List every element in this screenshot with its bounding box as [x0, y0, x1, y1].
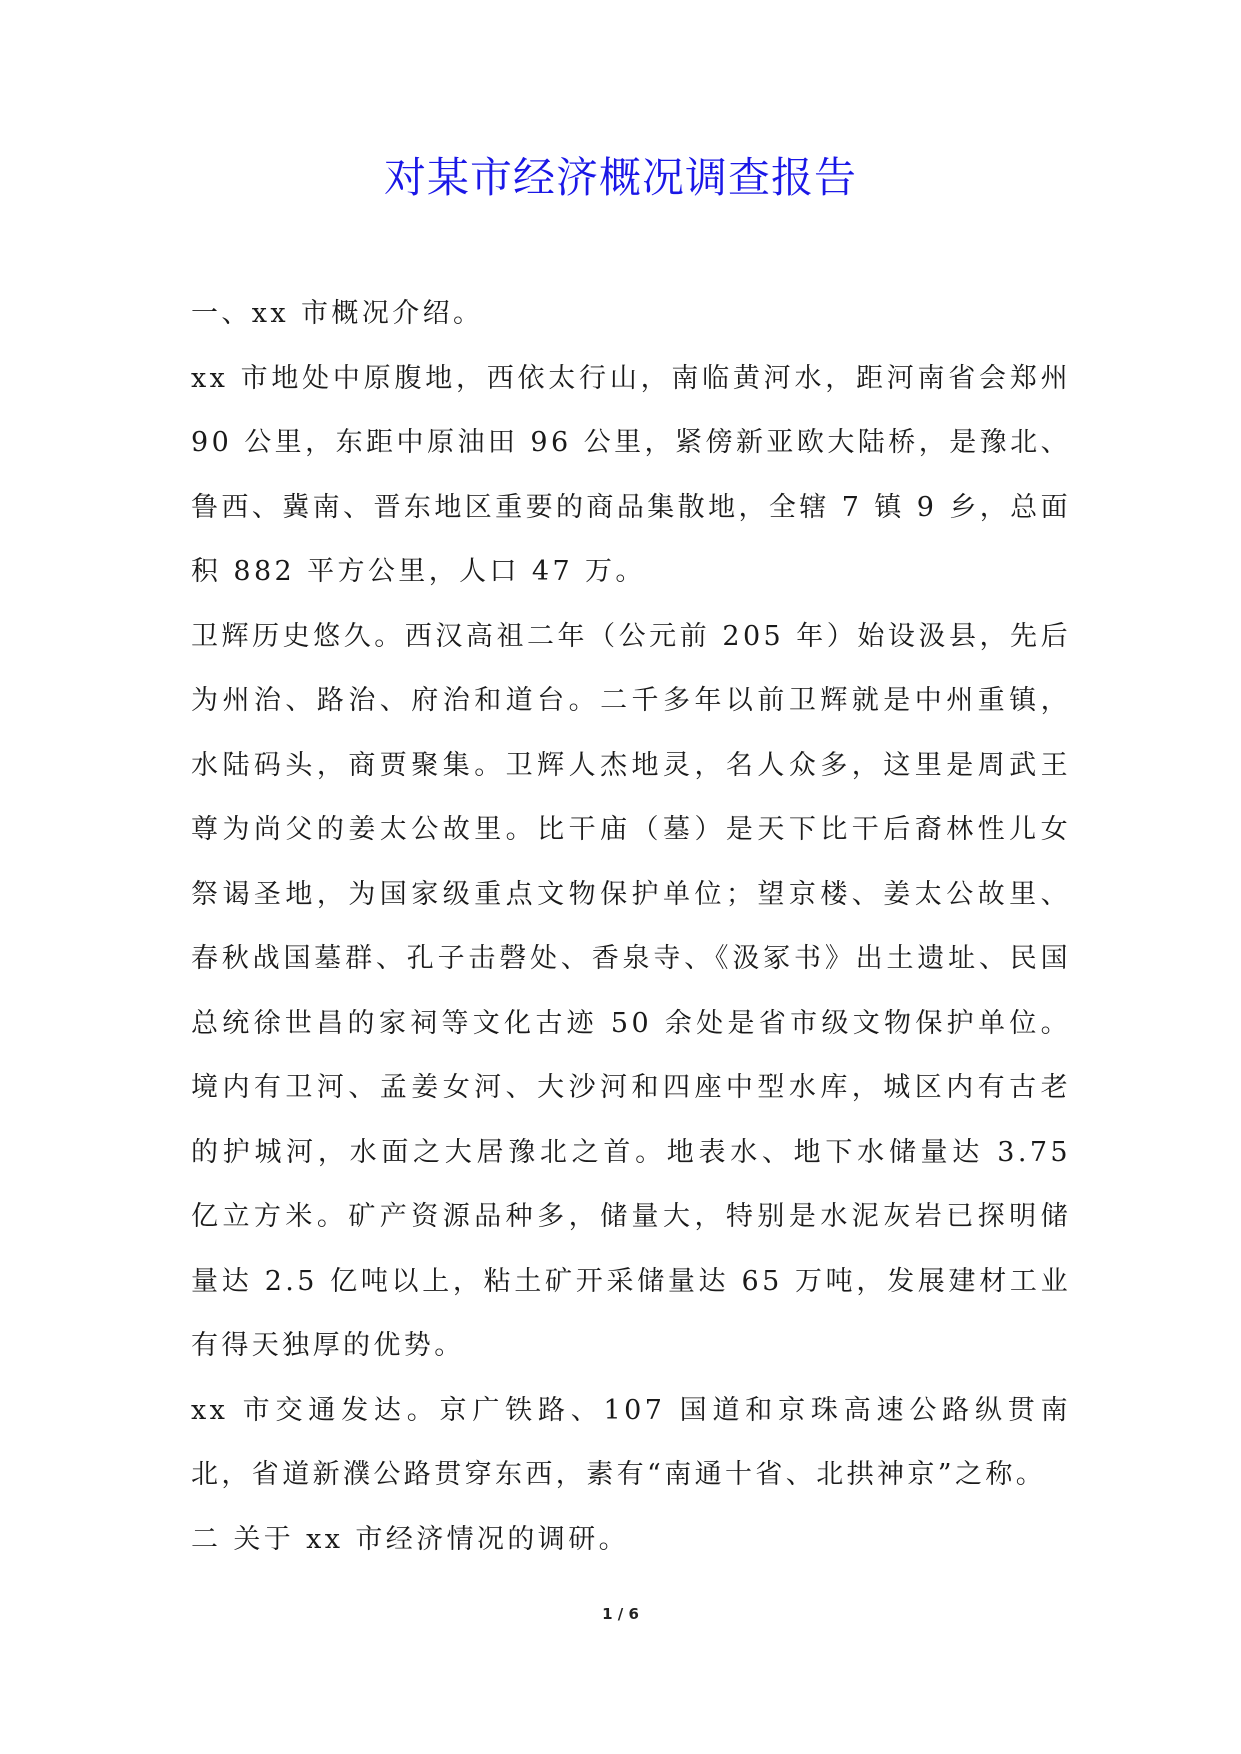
page-number: 1 / 6 [602, 1605, 639, 1623]
section-heading-2: 二 关于 xx 市经济情况的调研。 [191, 1523, 630, 1555]
document-body [191, 282, 1071, 1572]
document-title: 对某市经济概况调查报告 [383, 153, 857, 202]
paragraph-transport: xx 市交通发达。京广铁路、107 国道和京珠高速公路纵贯南北，省道新濮公路贯穿东西，素有“南通十省、北拱神京”之称。 [191, 1394, 1071, 1490]
paragraph-history: 卫辉历史悠久。西汉高祖二年（公元前 205 年）始设汲县，先后为州治、路治、府治和道台。二千多年以前卫辉就是中州重镇，水陆码头，商贾聚集。卫辉人杰地灵，名人众多，这里是周武王尊为尚父的姜太公故里。比干庙（墓）是天下比干后裔林性儿女祭谒圣地，为国家级重点文物保护单位；望京楼、姜太公故里、春秋战国墓群、孔子击磬处、香泉寺、《汲冢书》出土遗址、民国总统徐世昌的家祠等文化古迹 50 余处是省市级文物保护单位。境内有卫河、孟姜女河、大沙河和四座中型水库，城区内有古老的护城河，水面之大居豫北之首。地表水、地下水储量达 3.75 亿立方米。矿产资源品种多，储量大，特别是水泥灰岩已探明储量达 2.5 亿吨以上，粘土矿开采储量达 65 万吨，发展建材工业有得天独厚的优势。 [191, 620, 1071, 1361]
paragraph-location: xx 市地处中原腹地，西依太行山，南临黄河水，距河南省会郑州 90 公里，东距中原油田 96 公里，紧傍新亚欧大陆桥，是豫北、鲁西、冀南、晋东地区重要的商品集散地，全辖 7 镇 9 乡，总面积 882 平方公里，人口 47 万。 [191, 362, 1071, 587]
section-heading-1: 一、xx 市概况介绍。 [191, 298, 484, 329]
